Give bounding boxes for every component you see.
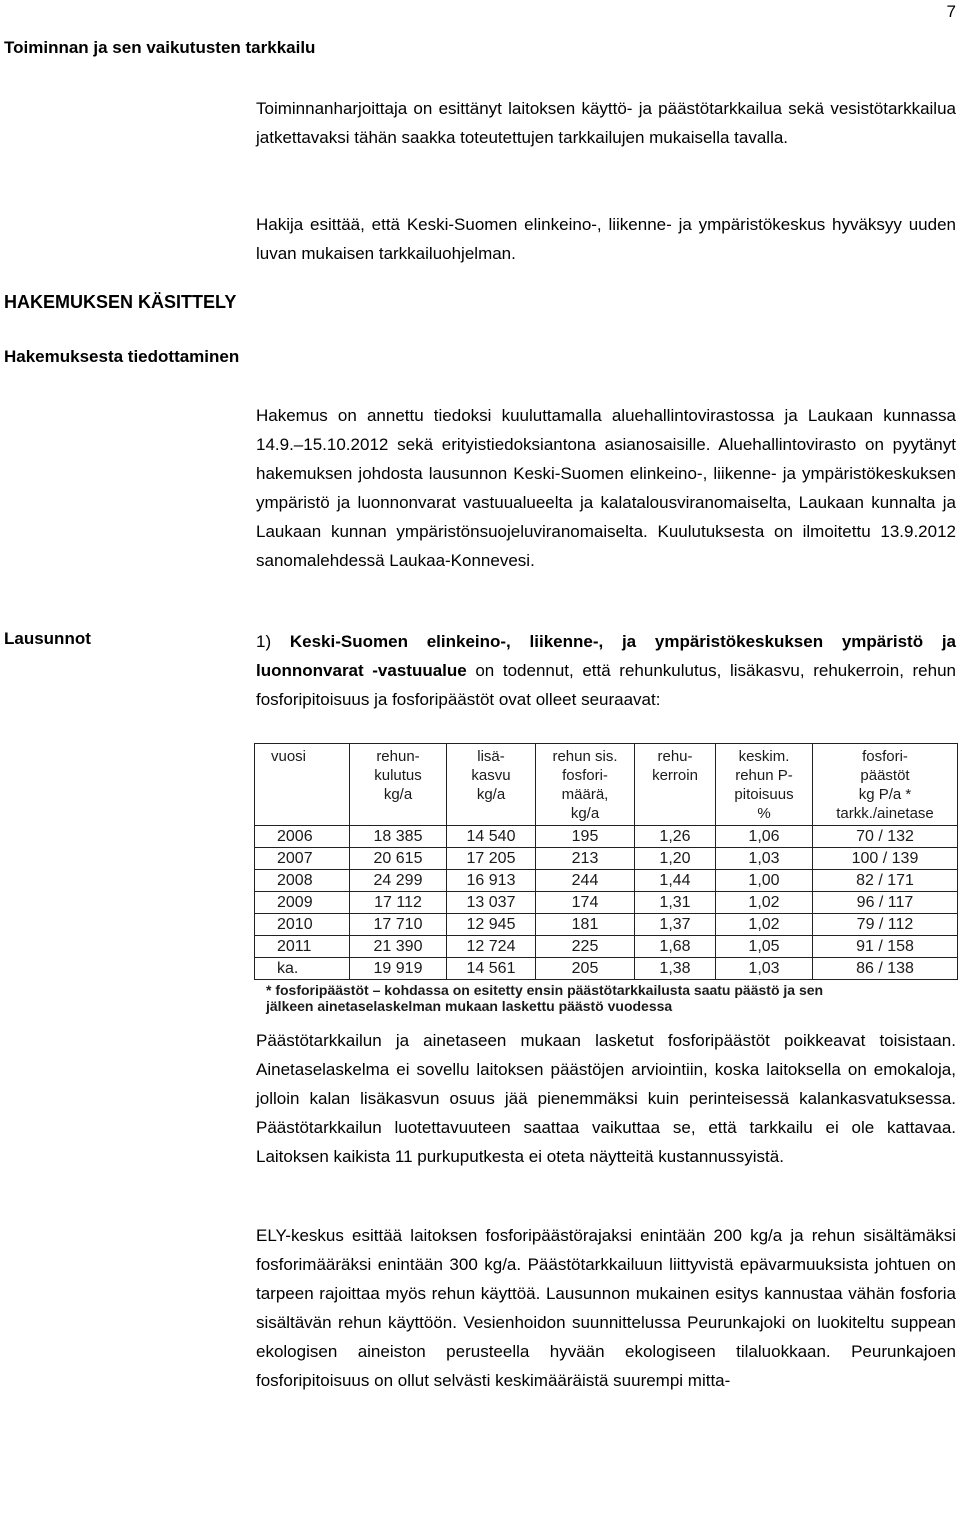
paragraph-monitoring-1: Toiminnanharjoittaja on esittänyt laitoksen käyttö- ja päästötarkkailua sekä vesistötarkkailua jatkettavaksi tähän saakka toteutettujen tarkkailujen mukaisella tavalla. bbox=[256, 99, 956, 147]
table-cell: 91 / 158 bbox=[813, 936, 958, 958]
table-row bbox=[255, 826, 958, 848]
header-year: vuosi bbox=[255, 744, 350, 826]
table-cell: 20 615 bbox=[350, 848, 447, 870]
table-cell: 14 561 bbox=[447, 958, 536, 980]
statement-text: on todennut, että rehunkulutus, lisäkasvu, rehukerroin, rehun fosforipitoisuus ja fosforipäästöt ovat olleet seuraavat: bbox=[256, 661, 956, 709]
table-cell: 14 540 bbox=[447, 826, 536, 848]
table-cell: 181 bbox=[536, 914, 635, 936]
heading-statements: Lausunnot bbox=[4, 629, 91, 648]
table-cell: 1,06 bbox=[716, 826, 813, 848]
table-cell: 79 / 112 bbox=[813, 914, 958, 936]
table-cell: 13 037 bbox=[447, 892, 536, 914]
table-cell: 1,38 bbox=[635, 958, 716, 980]
table-row bbox=[255, 870, 958, 892]
table-cell: 21 390 bbox=[350, 936, 447, 958]
table-cell: 16 913 bbox=[447, 870, 536, 892]
table-footnote bbox=[254, 980, 958, 1014]
heading-monitoring: Toiminnan ja sen vaikutusten tarkkailu bbox=[4, 38, 316, 57]
table-cell: 82 / 171 bbox=[813, 870, 958, 892]
table-cell: 195 bbox=[536, 826, 635, 848]
table-header-row bbox=[255, 744, 958, 826]
table-cell: 19 919 bbox=[350, 958, 447, 980]
paragraph-after-table-1: Päästötarkkailun ja ainetaseen mukaan lasketut fosforipäästöt poikkeavat toisistaan. Ainetaselaskelma ei sovellu laitoksen päästöjen arviointiin, koska laitoksella on emokaloja, jolloin kalan lisäkasvun osuus jää pienemmäksi kuin perinteisessä kalankasvatuksessa. Päästötarkkailun luotettavuuteen saattaa vaikuttaa se, että tarkkailu ei ole kattavaa. Laitoksen kaikista 11 purkuputkesta ei oteta näytteitä kustannussyistä. bbox=[256, 1031, 956, 1166]
table-cell: 1,20 bbox=[635, 848, 716, 870]
table-footnote-line-1: * fosforipäästöt – kohdassa on esitetty ensin päästötarkkailusta saatu päästö ja sen bbox=[266, 982, 824, 998]
table-cell: 2008 bbox=[255, 870, 350, 892]
table-row bbox=[255, 958, 958, 980]
table-cell: 205 bbox=[536, 958, 635, 980]
phosphorus-table-image bbox=[254, 743, 958, 1013]
heading-announcement: Hakemuksesta tiedottaminen bbox=[4, 347, 240, 366]
table-cell: 2009 bbox=[255, 892, 350, 914]
table-cell: 225 bbox=[536, 936, 635, 958]
header-feed-ratio: rehu- kerroin bbox=[635, 744, 716, 826]
table-cell: 1,37 bbox=[635, 914, 716, 936]
table-cell: 100 / 139 bbox=[813, 848, 958, 870]
table-cell: 1,05 bbox=[716, 936, 813, 958]
header-feed-phosphorus: rehun sis. fosfori- määrä, kg/a bbox=[536, 744, 635, 826]
table-cell: 1,00 bbox=[716, 870, 813, 892]
table-cell: 1,03 bbox=[716, 958, 813, 980]
table-row bbox=[255, 914, 958, 936]
header-feed-p-content: keskim. rehun P- pitoisuus % bbox=[716, 744, 813, 826]
statement-author: Keski-Suomen elinkeino-, liikenne-, ja ympäristökeskuksen ympäristö ja luonnonvarat -vastuualue bbox=[256, 632, 957, 680]
table-cell: 24 299 bbox=[350, 870, 447, 892]
statement-number: 1) bbox=[256, 632, 290, 651]
table-cell: ka. bbox=[255, 958, 350, 980]
header-feed-consumption: rehun- kulutus kg/a bbox=[350, 744, 447, 826]
phosphorus-table bbox=[254, 743, 958, 980]
table-cell: 1,44 bbox=[635, 870, 716, 892]
table-cell: 1,02 bbox=[716, 914, 813, 936]
table-cell: 12 724 bbox=[447, 936, 536, 958]
table-cell: 2011 bbox=[255, 936, 350, 958]
table-row bbox=[255, 848, 958, 870]
table-cell: 2007 bbox=[255, 848, 350, 870]
table-cell: 17 710 bbox=[350, 914, 447, 936]
table-footnote-line-2: jälkeen ainetaselaskelman mukaan laskettu päästö vuodessa bbox=[266, 998, 673, 1014]
table-cell: 17 205 bbox=[447, 848, 536, 870]
paragraph-monitoring-2: Hakija esittää, että Keski-Suomen elinkeino-, liikenne- ja ympäristökeskus hyväksyy uuden luvan mukaisen tarkkailuohjelman. bbox=[256, 215, 956, 263]
table-cell: 18 385 bbox=[350, 826, 447, 848]
table-row bbox=[255, 892, 958, 914]
paragraph-announcement: Hakemus on annettu tiedoksi kuuluttamalla aluehallintovirastossa ja Laukaan kunnassa 14.9.–15.10.2012 sekä erityistiedoksiantona asianosaisille. Aluehallintovirasto on pyytänyt hakemuksen johdosta lausunnon Keski-Suomen elinkeino-, liikenne- ja ympäristökeskuksen ympäristö ja luonnonvarat vastuualueelta ja kalatalousviranomaiselta, Laukaan kunnalta ja Laukaan kunnan ympäristönsuojeluviranomaiselta. Kuulutuksesta on ilmoitettu 13.9.2012 sanomalehdessä Laukaa-Konnevesi. bbox=[256, 406, 956, 570]
table-cell: 17 112 bbox=[350, 892, 447, 914]
table-cell: 1,31 bbox=[635, 892, 716, 914]
table-row bbox=[255, 936, 958, 958]
table-cell: 213 bbox=[536, 848, 635, 870]
paragraph-statement-1 bbox=[256, 627, 956, 714]
table-cell: 96 / 117 bbox=[813, 892, 958, 914]
table-cell: 2010 bbox=[255, 914, 350, 936]
table-cell: 70 / 132 bbox=[813, 826, 958, 848]
table-cell: 1,26 bbox=[635, 826, 716, 848]
table-cell: 2006 bbox=[255, 826, 350, 848]
page-number: 7 bbox=[946, 2, 956, 21]
table-cell: 174 bbox=[536, 892, 635, 914]
table-cell: 1,02 bbox=[716, 892, 813, 914]
table-cell: 1,03 bbox=[716, 848, 813, 870]
table-cell: 244 bbox=[536, 870, 635, 892]
table-cell: 86 / 138 bbox=[813, 958, 958, 980]
table-cell: 1,68 bbox=[635, 936, 716, 958]
heading-processing: HAKEMUKSEN KÄSITTELY bbox=[4, 292, 237, 312]
table-cell: 12 945 bbox=[447, 914, 536, 936]
paragraph-after-table-2: ELY-keskus esittää laitoksen fosforipäästörajaksi enintään 200 kg/a ja rehun sisältämäksi fosforimääräksi enintään 300 kg/a. Päästötarkkailuun liittyvistä epävarmuuksista johtuen on tarpeen rajoittaa myös rehun käyttöä. Lausunnon mukainen esitys kannustaa vähän fosforia sisältävän rehun käyttöön. Vesienhoidon suunnittelussa Peurunkajoki on luokiteltu suppean ekologisen aineiston perusteella hyvään ekologiseen tilaluokkaan. Peurunkajoen fosforipitoisuus on ollut selvästi keskimääräistä suurempi mitta- bbox=[256, 1226, 956, 1390]
header-phosphorus-emissions: fosfori- päästöt kg P/a * tarkk./ainetase bbox=[813, 744, 958, 826]
header-growth: lisä- kasvu kg/a bbox=[447, 744, 536, 826]
